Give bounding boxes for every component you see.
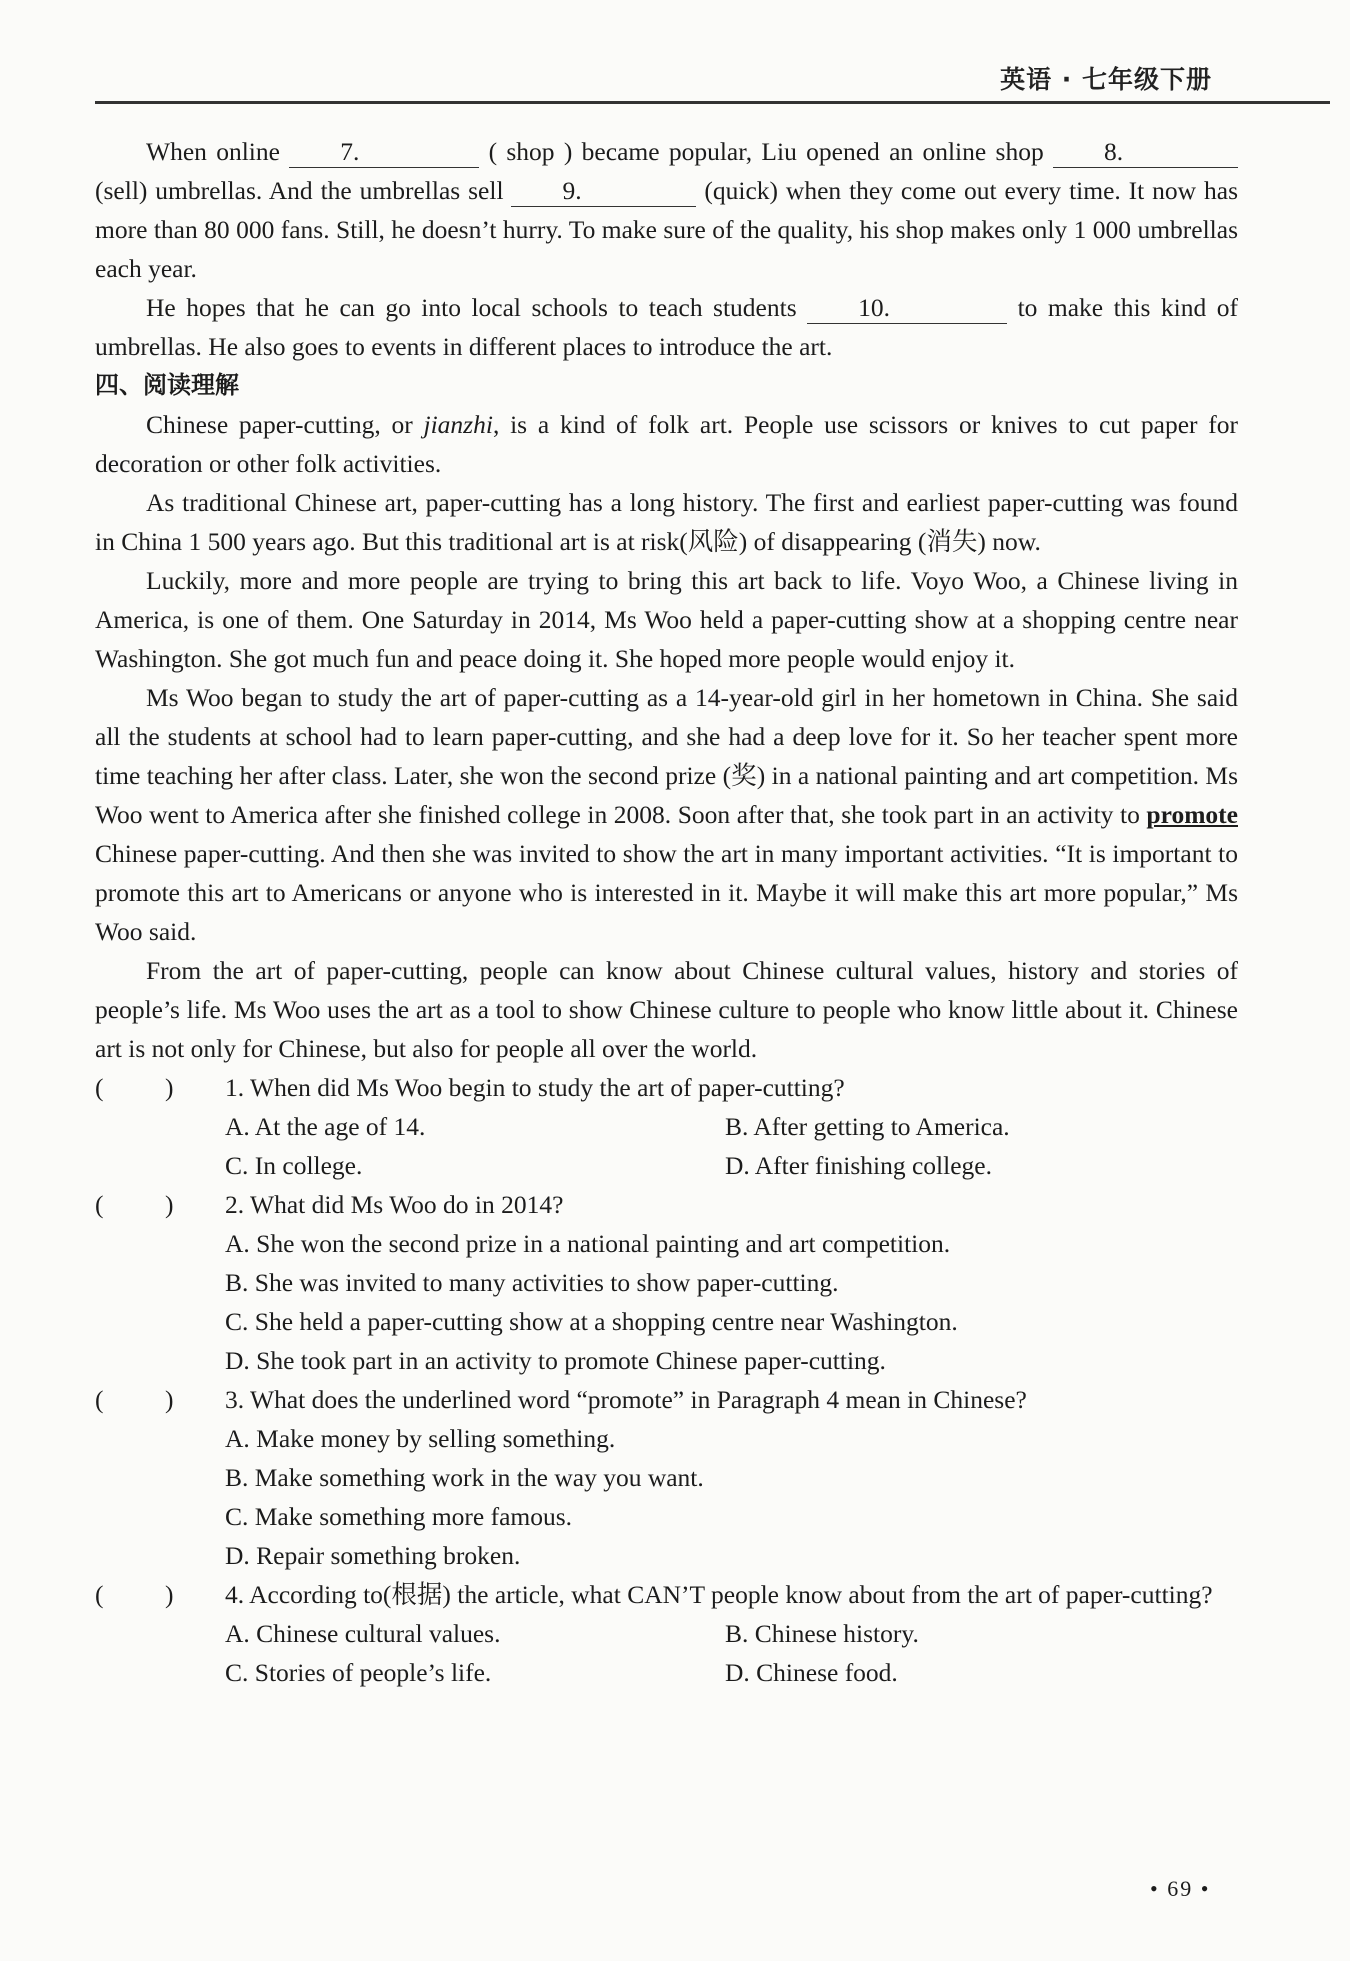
blank-8[interactable]: 8. <box>1053 137 1238 168</box>
question-stem <box>95 1068 1238 1107</box>
option-c[interactable]: C. She held a paper-cutting show at a shopping centre near Washington. <box>225 1307 958 1336</box>
answer-paren-open[interactable]: ( <box>95 1385 104 1414</box>
text-span: Chinese paper-cutting, or <box>146 410 424 439</box>
page-content <box>95 132 1238 1692</box>
option-c[interactable]: C. Stories of people’s life. <box>225 1658 492 1687</box>
question-stem <box>95 1575 1238 1614</box>
question-number: 1. <box>225 1073 245 1102</box>
reading-paragraph-3: Luckily, more and more people are trying to bring this art back to life. Voyo Woo, a Chinese living in America, is one of them. One Saturday in 2014, Ms Woo held a paper-cutting show at a shopping centre near Washington. She got much fun and peace doing it. She hoped more people would enjoy it. <box>95 566 1238 673</box>
section-title-reading: 四、阅读理解 <box>95 371 239 399</box>
options <box>95 1614 1238 1692</box>
text-span: He hopes that he can go into local schools to teach students <box>146 293 808 322</box>
page-header-title: 英语 · 七年级下册 <box>1000 65 1212 94</box>
question-body <box>225 1575 1238 1614</box>
text-span: (sell) umbrellas. And the umbrellas sell <box>95 176 512 205</box>
option-c[interactable]: C. In college. <box>225 1151 363 1180</box>
underlined-word-promote: promote <box>1146 800 1238 829</box>
question-text: What did Ms Woo do in 2014? <box>250 1190 564 1219</box>
option-b[interactable]: B. After getting to America. <box>725 1112 1010 1141</box>
answer-paren-close: ) <box>165 1073 174 1102</box>
reading-paragraph-5: From the art of paper-cutting, people can know about Chinese cultural values, history and stories of people’s life. Ms Woo uses the art as a tool to show Chinese culture to people who know little about it. Chinese art is not only for Chinese, but also for people all over the world. <box>95 956 1238 1063</box>
text-span: , is a kind of folk art. People use scissors or knives to cut paper for decoration or other folk activities. <box>95 410 1239 478</box>
page-number: • 69 • <box>1150 1876 1211 1901</box>
question-text: When did Ms Woo begin to study the art of paper-cutting? <box>250 1073 845 1102</box>
options <box>95 1419 1238 1575</box>
option-d[interactable]: D. After finishing college. <box>725 1151 992 1180</box>
text-span: Ms Woo began to study the art of paper-cutting as a 14-year-old girl in her hometown in China. She said all the students at school had to learn paper-cutting, and she had a deep love for it. So her teacher spent more time teaching her after class. Later, she won the second prize (奖) in a national painting and art competition. Ms Woo went to America after she finished college in 2008. Soon after that, she took part in an activity to <box>95 683 1238 829</box>
answer-paren-close: ) <box>165 1190 174 1219</box>
text-span: to make this kind of umbrellas. He also goes to events in different places to introduce the art. <box>95 293 1238 361</box>
question-2 <box>95 1185 1238 1380</box>
question-number: 4. <box>225 1580 245 1609</box>
reading-paragraph-2: As traditional Chinese art, paper-cutting has a long history. The first and earliest paper-cutting was found in China 1 500 years ago. But this traditional art is at risk(风险) of disappearing (消失) now. <box>95 488 1238 556</box>
answer-paren-open[interactable]: ( <box>95 1190 104 1219</box>
option-b[interactable]: B. Make something work in the way you want. <box>225 1463 704 1492</box>
question-number: 3. <box>225 1385 245 1414</box>
options <box>95 1107 1238 1185</box>
options <box>95 1224 1238 1380</box>
question-3 <box>95 1380 1238 1575</box>
option-a[interactable]: A. Make money by selling something. <box>225 1424 616 1453</box>
text-span: ( shop ) became popular, Liu opened an online shop <box>479 137 1054 166</box>
header-divider <box>95 101 1330 104</box>
option-d[interactable]: D. She took part in an activity to promote Chinese paper-cutting. <box>225 1346 886 1375</box>
answer-paren-open[interactable]: ( <box>95 1580 104 1609</box>
text-span: Chinese paper-cutting. And then she was invited to show the art in many important activities. “It is important to promote this art to Americans or anyone who is interested in it. Maybe it will make this art more popular,” Ms Woo said. <box>95 839 1238 946</box>
option-b[interactable]: B. Chinese history. <box>725 1619 919 1648</box>
question-1 <box>95 1068 1238 1185</box>
question-stem <box>95 1380 1238 1419</box>
cloze-paragraph-2 <box>95 288 1238 366</box>
question-4 <box>95 1575 1238 1692</box>
question-text: According to(根据) the article, what CAN’T people know about from the art of paper-cutting? <box>249 1580 1213 1609</box>
reading-paragraph-1 <box>95 405 1238 483</box>
option-a[interactable]: A. Chinese cultural values. <box>225 1619 501 1648</box>
blank-9[interactable]: 9. <box>511 176 696 207</box>
italic-term: jianzhi <box>423 410 493 439</box>
question-text: What does the underlined word “promote” in Paragraph 4 mean in Chinese? <box>250 1385 1027 1414</box>
blank-7[interactable]: 7. <box>289 137 479 168</box>
option-b[interactable]: B. She was invited to many activities to show paper-cutting. <box>225 1268 839 1297</box>
option-d[interactable]: D. Chinese food. <box>725 1658 898 1687</box>
cloze-paragraph-1 <box>95 132 1238 288</box>
option-c[interactable]: C. Make something more famous. <box>225 1502 573 1531</box>
text-span: (quick) when they come out every time. It now has more than 80 000 fans. Still, he doesn’t hurry. To make sure of the quality, his shop makes only 1 000 umbrellas each year. <box>95 176 1238 283</box>
option-d[interactable]: D. Repair something broken. <box>225 1541 521 1570</box>
reading-paragraph-4 <box>95 678 1238 951</box>
answer-paren-open[interactable]: ( <box>95 1073 104 1102</box>
text-span: When online <box>146 137 290 166</box>
option-a[interactable]: A. At the age of 14. <box>225 1112 426 1141</box>
question-stem <box>95 1185 1238 1224</box>
answer-paren-close: ) <box>165 1580 174 1609</box>
answer-paren-close: ) <box>165 1385 174 1414</box>
question-number: 2. <box>225 1190 245 1219</box>
option-a[interactable]: A. She won the second prize in a national painting and art competition. <box>225 1229 951 1258</box>
blank-10[interactable]: 10. <box>807 293 1007 324</box>
